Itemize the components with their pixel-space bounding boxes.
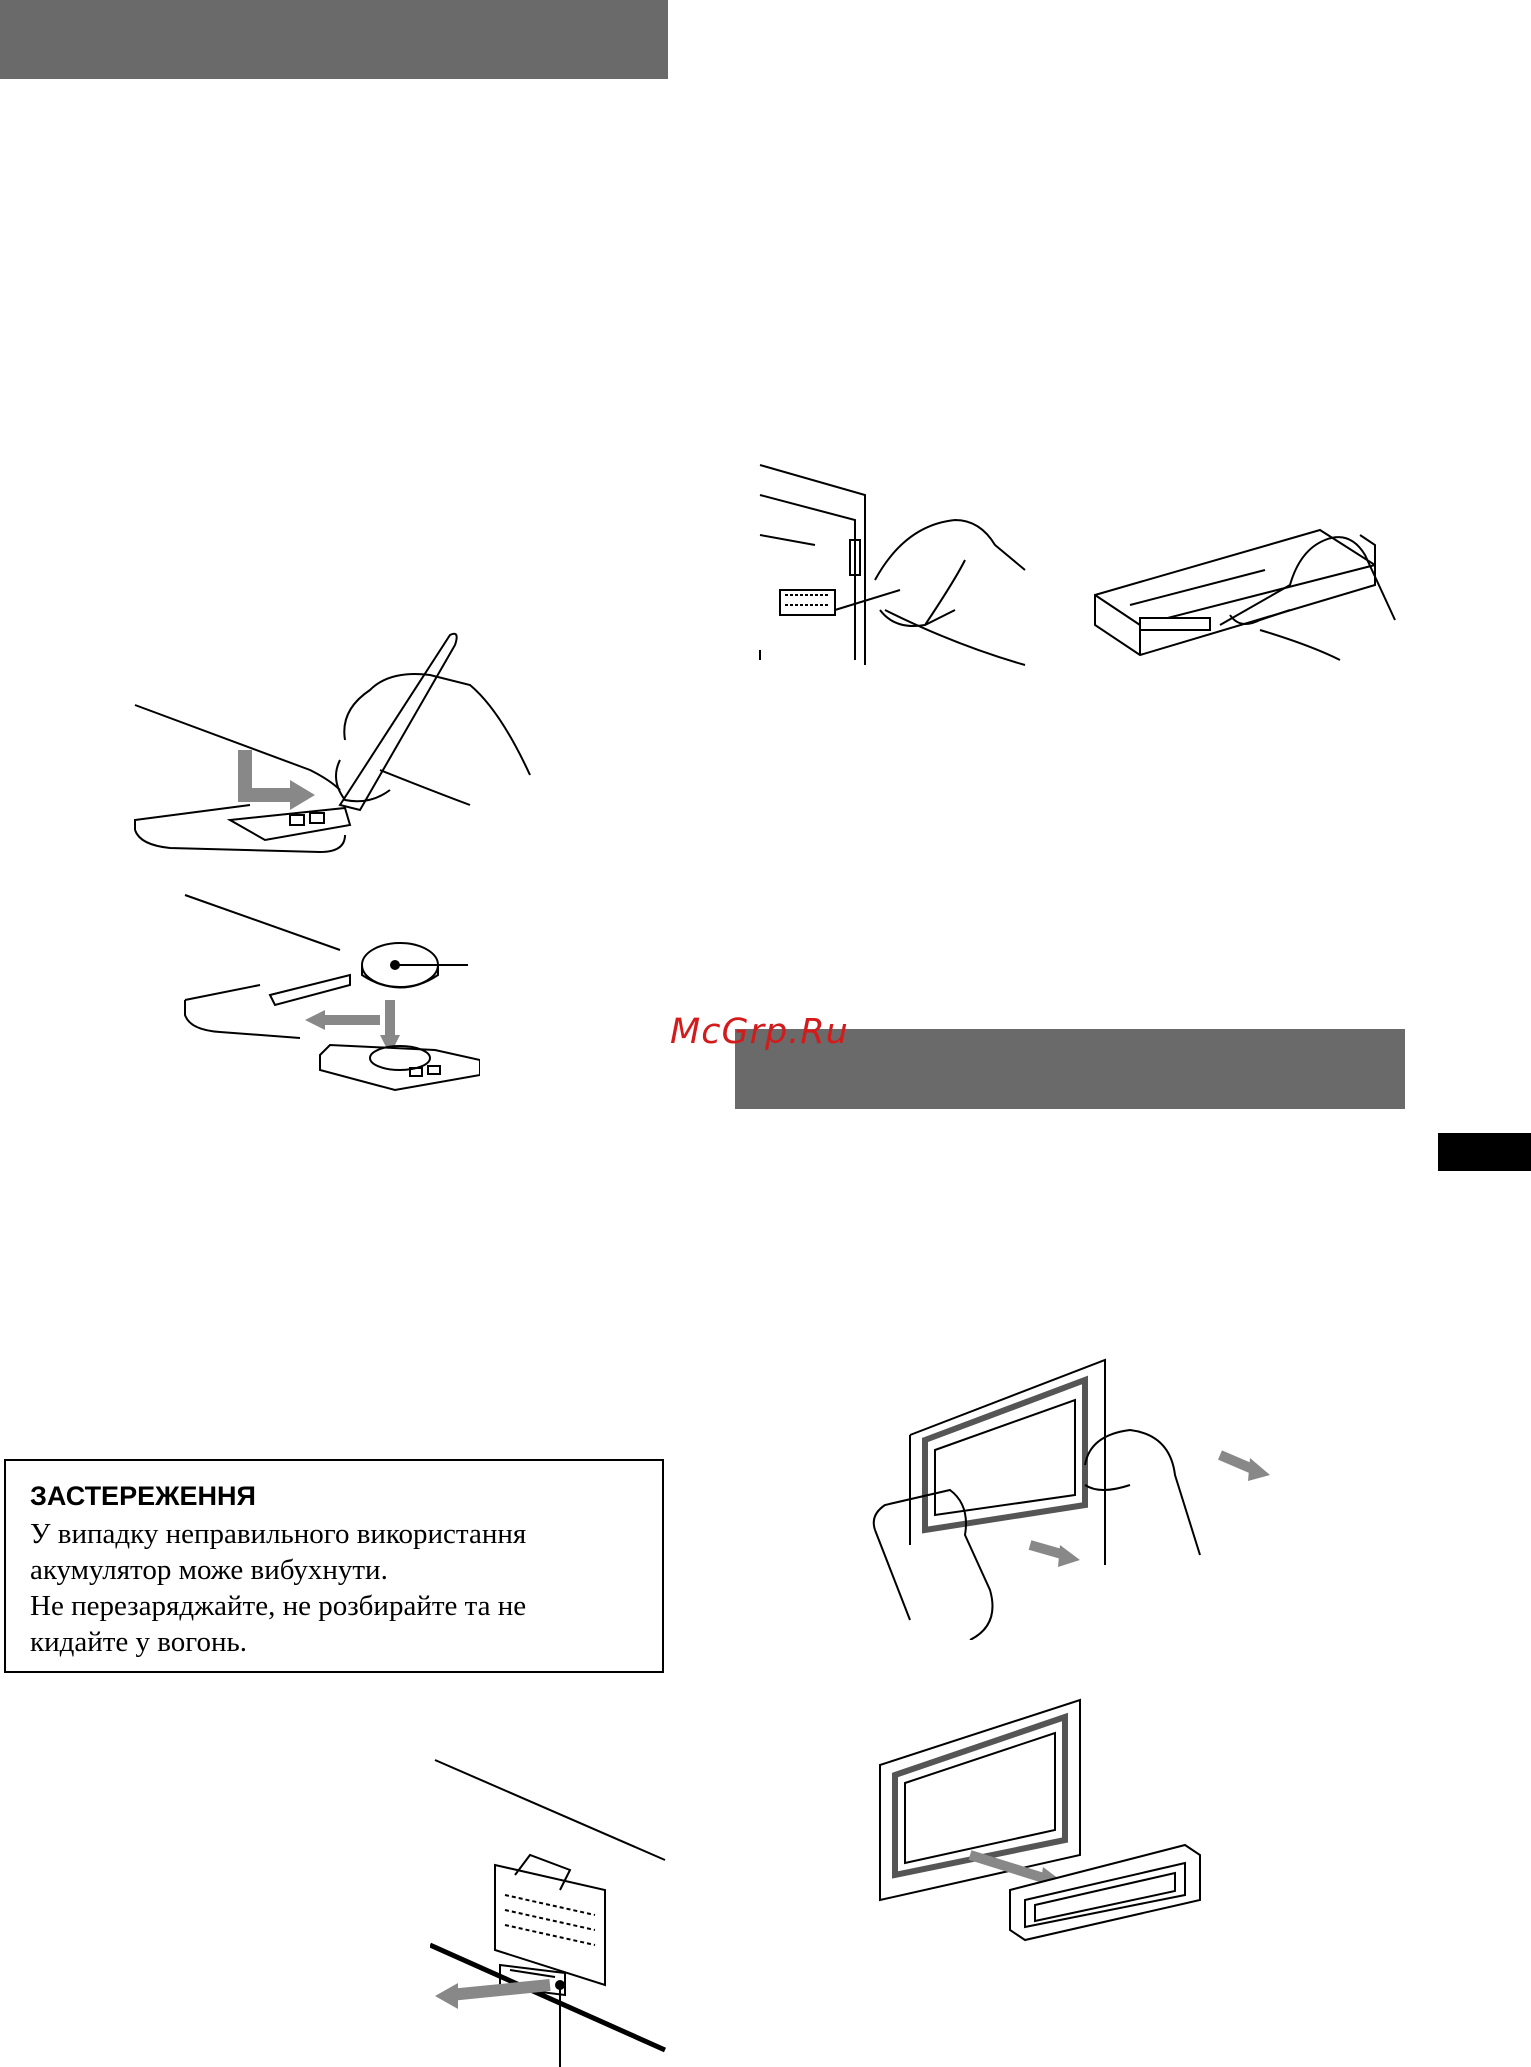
fuse-removal-illustration <box>430 1755 670 2067</box>
caution-line-2: акумулятор може вибухнути. <box>30 1554 388 1586</box>
watermark: McGrp.Ru <box>670 1012 849 1052</box>
language-tab <box>1438 1133 1531 1171</box>
section-header-bar-top-left <box>0 0 668 79</box>
remote-battery-tray-illustration <box>130 630 550 860</box>
caution-line-3: Не перезаряджайте, не розбирайте та не <box>30 1590 527 1622</box>
caution-title: ЗАСТЕРЕЖЕННЯ <box>30 1481 256 1511</box>
caution-box <box>4 1459 664 1673</box>
caution-line-4: кидайте у вогонь. <box>30 1626 247 1658</box>
caution-line-1: У випадку неправильного використання <box>30 1518 527 1550</box>
remote-battery-replacement-illustration <box>180 890 480 1100</box>
bracket-removed-illustration <box>875 1695 1205 1945</box>
cleaning-front-panel-illustration <box>1090 510 1410 680</box>
cleaning-unit-connectors-illustration <box>755 460 1035 680</box>
bracket-removal-hands-illustration <box>870 1355 1280 1640</box>
